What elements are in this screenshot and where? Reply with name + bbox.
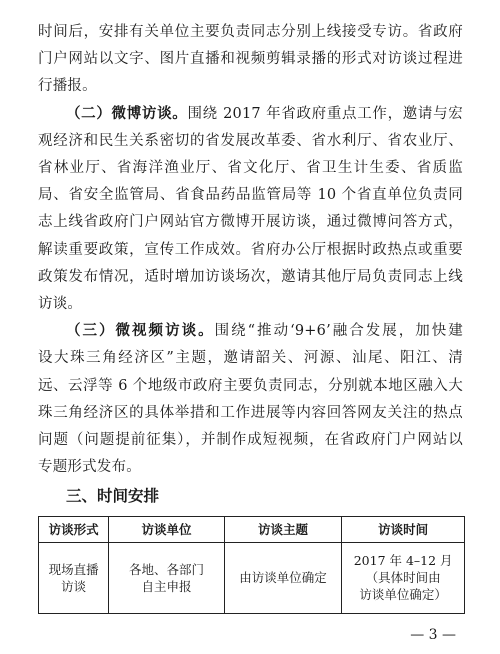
table-row bbox=[39, 542, 465, 613]
para-intro-line-2: 门户网站以文字、图片直播和视频剪辑录播的形式对访谈过程进 bbox=[38, 51, 463, 68]
header-topic: 访谈主题 bbox=[224, 516, 341, 542]
schedule-table bbox=[38, 516, 465, 614]
para-video-line-4: 珠三角经济区的具体举措和工作进展等内容回答网友关注的热点 bbox=[38, 404, 463, 421]
para-weibo-line-4: 局、省安全监管局、省食品药品监管局等 10 个省直单位负责同 bbox=[38, 187, 463, 204]
para-video-line-3: 远、云浮等 6 个地级市政府主要负责同志，分别就本地区融入大 bbox=[38, 377, 463, 394]
para-weibo-line-3: 省林业厅、省海洋渔业厅、省文化厅、省卫生计生委、省质监 bbox=[38, 160, 463, 176]
page-number: — 3 — bbox=[410, 627, 456, 643]
header-time: 访谈时间 bbox=[342, 516, 465, 542]
cell-topic: 由访谈单位确定 bbox=[224, 542, 341, 613]
section-heading: 三、时间安排 bbox=[66, 487, 160, 506]
para-intro-line-1: 时间后，安排有关单位主要负责同志分别上线接受专访。省政府 bbox=[38, 24, 463, 40]
para-weibo-line-6: 解读重要政策，宣传工作成效。省府办公厅根据时政热点或重要 bbox=[38, 241, 463, 258]
para-weibo-line-2: 观经济和民生关系密切的省发展改革委、省水利厅、省农业厅、 bbox=[38, 132, 463, 149]
para-weibo-line-8: 访谈。 bbox=[38, 296, 83, 312]
para-weibo-line-5: 志上线省政府门户网站官方微博开展访谈，通过微博问答方式， bbox=[38, 214, 463, 231]
para-video-line-5: 问题（问题提前征集），并制作成短视频，在省政府门户网站以 bbox=[38, 432, 463, 448]
para-video-line-6: 专题形式发布。 bbox=[38, 459, 141, 476]
para-intro-line-3: 行播报。 bbox=[38, 78, 97, 95]
header-form: 访谈形式 bbox=[39, 516, 109, 542]
cell-form: 现场直播 访谈 bbox=[39, 542, 109, 613]
para-weibo-line-7: 政策发布情况，适时增加访谈场次，邀请其他厅局负责同志上线 bbox=[38, 268, 463, 285]
para-weibo-text-1: 围绕 2017 年省政府重点工作，邀请与宏 bbox=[187, 105, 463, 122]
para-weibo-line-1 bbox=[66, 104, 463, 124]
cell-time: 2017 年 4–12 月 （具体时间由 访谈单位确定） bbox=[342, 542, 465, 613]
para-video-text-1: 围绕“推动‘9+6’融合发展，加快建 bbox=[214, 323, 463, 340]
para-weibo-label: （二）微博访谈。 bbox=[66, 104, 188, 122]
para-video-line-2: 设大珠三角经济区”主题，邀请韶关、河源、汕尾、阳江、清 bbox=[38, 350, 463, 367]
cell-unit: 各地、各部门 自主申报 bbox=[109, 542, 225, 613]
para-video-line-1 bbox=[66, 321, 463, 341]
header-unit: 访谈单位 bbox=[109, 516, 225, 542]
para-video-label: （三）微视频访谈。 bbox=[66, 322, 215, 340]
table-header-row bbox=[39, 516, 465, 542]
